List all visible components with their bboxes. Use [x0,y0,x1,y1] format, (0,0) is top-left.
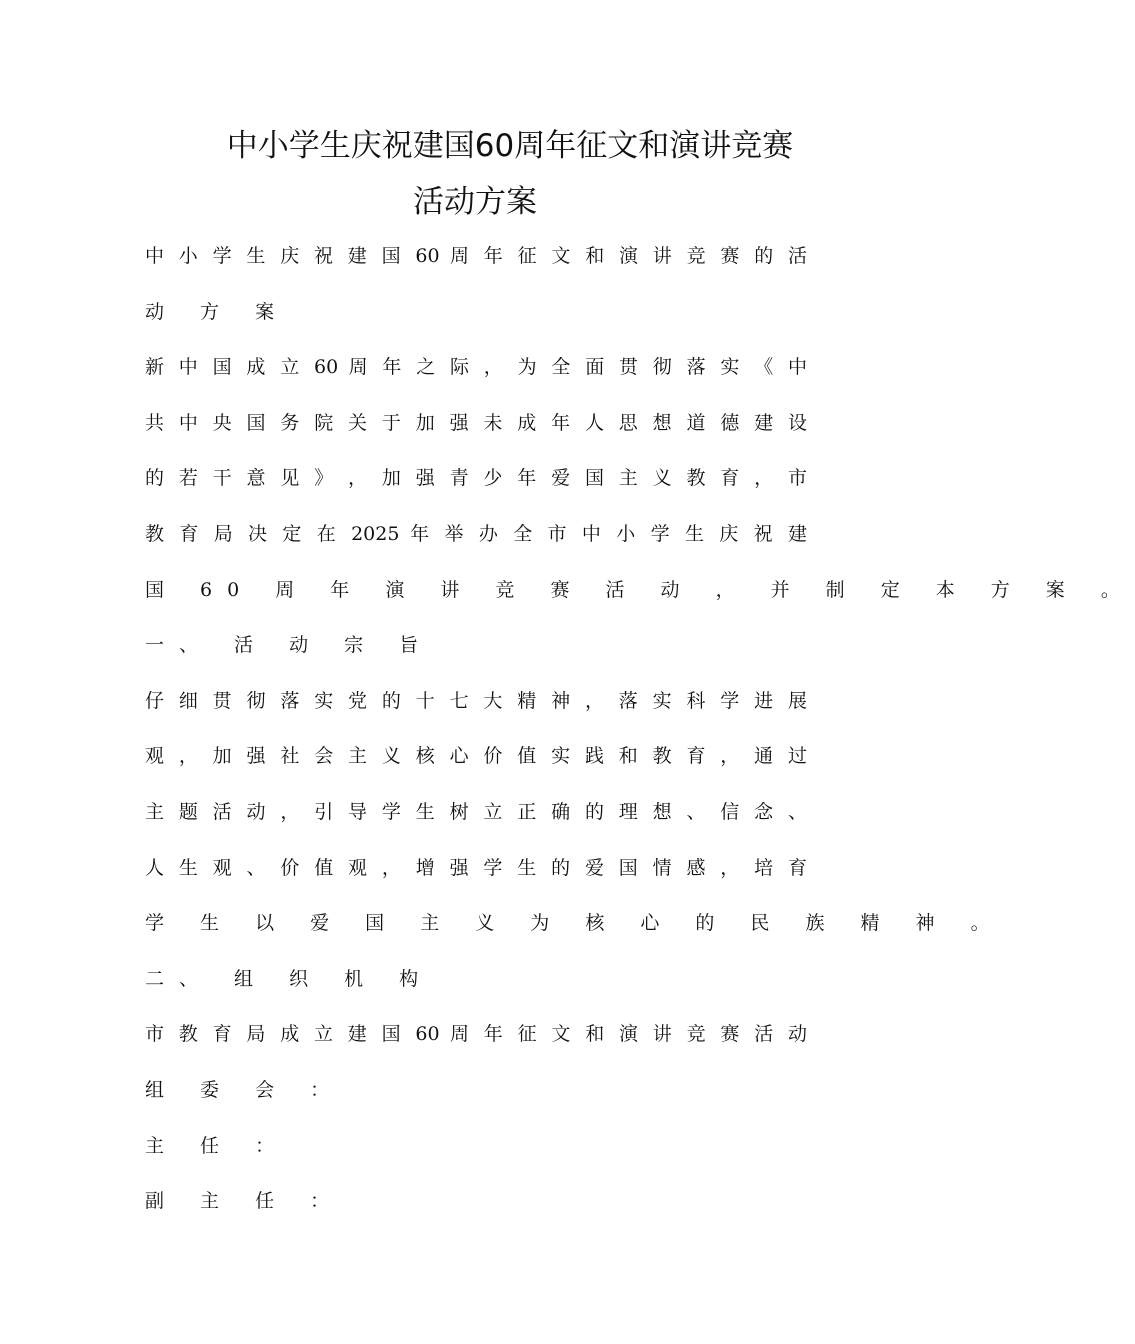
body-line: 仔 细 贯 彻 落 实 党 的 十 七 大 精 神 ， 落 实 科 学 进 展 [145,690,807,712]
body-line: 组 委 会 ： [145,1079,345,1101]
section-heading: 一、 活 动 宗 旨 [145,634,434,656]
body-line: 市 教 育 局 成 立 建 国 60 周 年 征 文 和 演 讲 竞 赛 活 动 [145,1023,807,1045]
body-line: 观 ， 加 强 社 会 主 义 核 心 价 值 实 践 和 教 育 ， 通 过 [145,745,807,767]
section-heading: 二、 组 织 机 构 [145,968,434,990]
body-line: 新 中 国 成 立 60 周 年 之 际 ， 为 全 面 贯 彻 落 实 《 中 [145,356,807,378]
body-line: 副 主 任 ： [145,1190,345,1212]
body-line: 学 生 以 爱 国 主 义 为 核 心 的 民 族 精 神 。 [145,912,1005,934]
body-line: 的 若 干 意 见 》 ， 加 强 青 少 年 爱 国 主 义 教 育 ， 市 [145,467,807,489]
body-line: 中 小 学 生 庆 祝 建 国 60 周 年 征 文 和 演 讲 竞 赛 的 活 [145,245,807,267]
document-title-line-1: 中小学生庆祝建国60周年征文和演讲竞赛 [226,128,794,164]
body-line: 国 60 周 年 演 讲 竞 赛 活 动 ， 并 制 定 本 方 案 。 [145,579,1135,601]
document-title-line-2: 活动方案 [413,184,537,220]
body-line: 主 任 ： [145,1135,290,1157]
body-line: 人 生 观 、 价 值 观 ， 增 强 学 生 的 爱 国 情 感 ， 培 育 [145,857,807,879]
body-line: 动 方 案 [145,301,290,323]
body-line: 教 育 局 决 定 在 2025 年 举 办 全 市 中 小 学 生 庆 祝 建 [145,523,807,545]
body-line: 共 中 央 国 务 院 关 于 加 强 未 成 年 人 思 想 道 德 建 设 [145,412,807,434]
body-line: 主 题 活 动 ， 引 导 学 生 树 立 正 确 的 理 想 、 信 念 、 [145,801,807,823]
